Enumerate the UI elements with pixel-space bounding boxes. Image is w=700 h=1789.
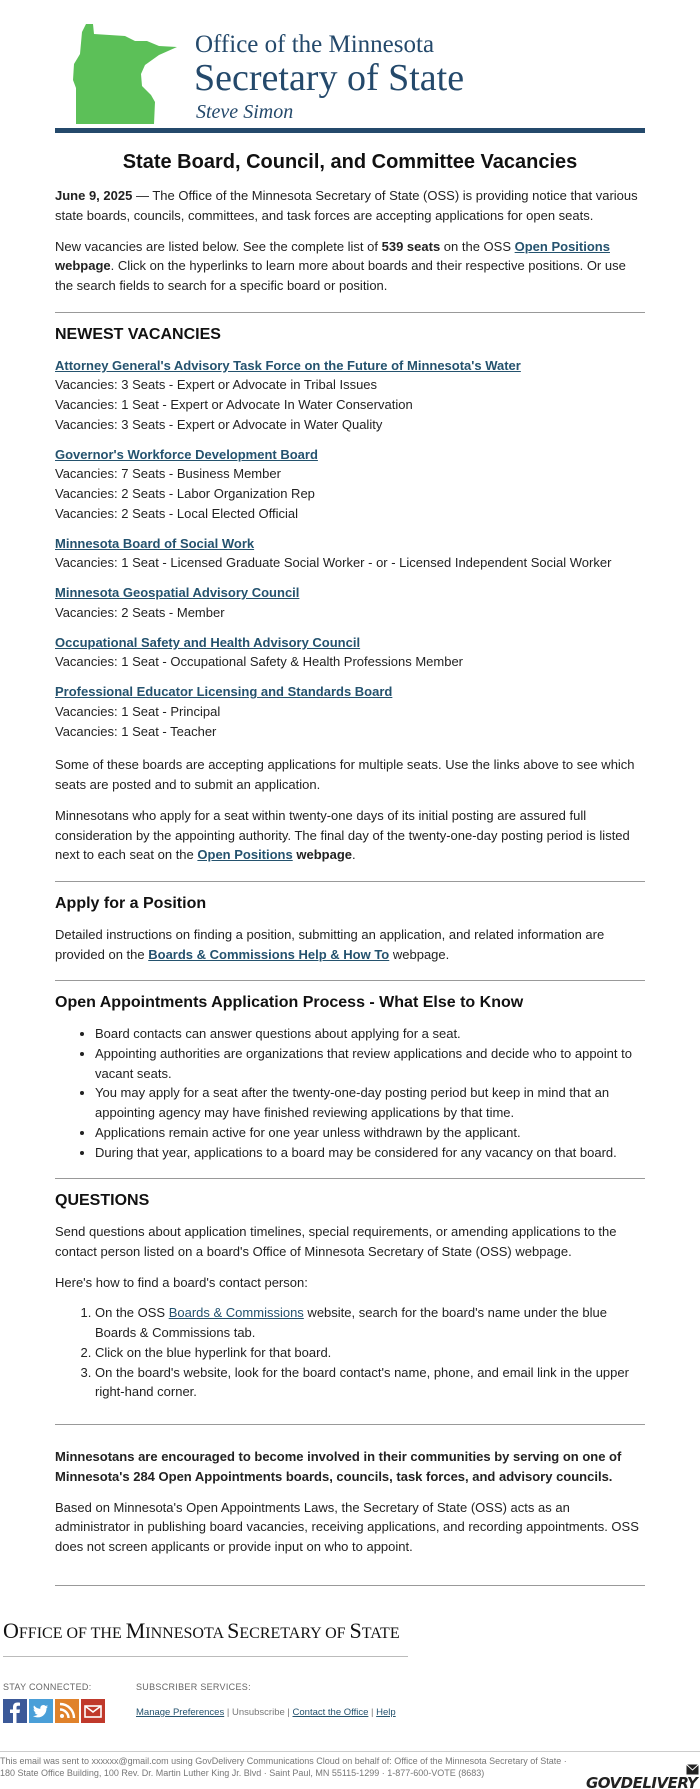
open-positions-link[interactable]: Open Positions: [514, 238, 610, 254]
header-rule: [55, 128, 645, 133]
apply-heading: Apply for a Position: [55, 895, 207, 913]
minnesota-map-logo: [73, 24, 179, 124]
contact-office-link[interactable]: Contact the Office: [292, 1707, 369, 1718]
twitter-icon[interactable]: [29, 1699, 53, 1723]
board-entry: [55, 583, 645, 623]
intro-paragraph: [55, 186, 645, 226]
divider: [55, 312, 645, 313]
board-link[interactable]: Minnesota Board of Social Work: [55, 535, 255, 551]
board-entry: [55, 633, 645, 673]
process-list: [95, 1024, 645, 1162]
list-item: • You may apply for a seat after the twenty-one-day posting period but keep in mind that an appointing agency may have finished reviewing applications by that time.: [95, 1083, 645, 1123]
separator: |: [224, 1707, 232, 1718]
intro-text: — The Office of the Minnesota Secretary of State (OSS) is providing notice that various state boards, councils, committees, and task forces are accepting applications for open seats.: [55, 188, 638, 223]
vacancy-line: Vacancies: 1 Seat - Licensed Graduate Social Worker - or - Licensed Independent Social Worker: [55, 555, 612, 571]
secretary-name: Steve Simon: [196, 101, 294, 123]
help-link[interactable]: Help: [376, 1707, 396, 1718]
board-link[interactable]: Governor's Workforce Development Board: [55, 446, 318, 462]
divider: [55, 1424, 645, 1425]
footer-title-part: TATE: [361, 1625, 400, 1642]
footer-title-part: O: [3, 1618, 19, 1643]
footer-rule: [3, 1656, 408, 1657]
board-link[interactable]: Minnesota Geospatial Advisory Council: [55, 585, 300, 601]
open-appointments-paragraph: Based on Minnesota's Open Appointments Laws, the Secretary of State (OSS) acts as an administrator in publishing board vacancies, receiving applications, and recording appointments. OSS does not screen applicants or provide input on who to appoint.: [55, 1499, 639, 1555]
subscriber-services-label: SUBSCRIBER SERVICES:: [136, 1682, 251, 1692]
list-item: • During that year, applications to a board may be considered for any vacancy on that board.: [95, 1143, 645, 1163]
intro2-text: . Click on the hyperlinks to learn more about boards and their respective positions. Or use the search fields to search for a specific board or position.: [55, 258, 626, 293]
divider: [55, 980, 645, 981]
header: [55, 0, 645, 134]
apply-text: webpage.: [389, 946, 450, 962]
webpage-word: webpage: [55, 258, 111, 274]
govdelivery-logo: GOVDELIVERY: [586, 1774, 698, 1789]
list-item: • Applications remain active for one year unless withdrawn by the applicant.: [95, 1123, 645, 1143]
divider: [55, 881, 645, 882]
vacancy-line: Vacancies: 1 Seat - Occupational Safety & Health Professions Member: [55, 654, 464, 670]
email-body: [55, 0, 645, 1598]
list-item: [95, 1303, 645, 1343]
rss-icon[interactable]: [55, 1699, 79, 1723]
apply-paragraph: [55, 925, 645, 965]
notice-date: June 9, 2025: [55, 188, 133, 203]
footer-title: [3, 1620, 400, 1642]
footer-title-part: S: [349, 1618, 362, 1643]
facebook-icon[interactable]: [3, 1699, 27, 1723]
encouragement-paragraph: Minnesotans are encouraged to become involved in their communities by serving on one of Minnesota's 284 Open Appointments boards, councils, task forces, and advisory councils.: [55, 1449, 622, 1484]
email-icon[interactable]: [81, 1699, 105, 1723]
office-line: Office of the Minnesota: [195, 31, 435, 58]
separator: |: [368, 1707, 377, 1718]
list-item: 3. On the board's website, look for the board contact's name, phone, and email link in the upper right-hand corner.: [95, 1363, 645, 1403]
newest-vacancies-heading: NEWEST VACANCIES: [55, 325, 221, 343]
open-positions-link-2[interactable]: Open Positions: [197, 847, 293, 863]
footer-title-part: ECRETARY OF: [239, 1625, 350, 1642]
footer-title-part: FFICE OF THE: [18, 1625, 126, 1642]
vacancy-line: Vacancies: 1 Seat - Expert or Advocate In Water Conservation: [55, 397, 413, 413]
footer-title-part: M: [125, 1618, 146, 1643]
board-link[interactable]: Attorney General's Advisory Task Force on the Future of Minnesota's Water: [55, 357, 521, 373]
multiple-seats-note: Some of these boards are accepting applications for multiple seats. Use the links above to see which seats are posted and to submit an application.: [55, 757, 635, 793]
note-text: .: [351, 847, 356, 863]
unsubscribe-link[interactable]: Unsubscribe: [231, 1707, 285, 1718]
vacancy-line: Vacancies: 2 Seats - Local Elected Official: [55, 505, 299, 521]
process-heading: Open Appointments Application Process - What Else to Know: [55, 994, 524, 1012]
divider: [55, 1585, 645, 1586]
subscriber-links: [136, 1706, 396, 1720]
vacancy-line: Vacancies: 3 Seats - Expert or Advocate in Water Quality: [55, 416, 383, 432]
apply-text: Detailed instructions on finding a position, submitting an application, and related information are provided on the: [55, 926, 605, 962]
board-link[interactable]: Occupational Safety and Health Advisory Council: [55, 634, 361, 650]
contact-steps: [95, 1303, 645, 1402]
bottom-rule: [0, 1751, 700, 1752]
footer-title-part: INNESOTA: [145, 1625, 228, 1642]
list-item: 2. Click on the blue hyperlink for that board.: [95, 1343, 645, 1363]
vacancy-line: Vacancies: 2 Seats - Labor Organization Rep: [55, 486, 315, 502]
questions-paragraph: Send questions about application timelines, special requirements, or amending applications to the contact person listed on a board's Office of Minnesota Secretary of State (OSS) webpage.: [55, 1224, 617, 1259]
vacancy-line: Vacancies: 1 Seat - Principal: [55, 703, 221, 719]
board-entry: [55, 356, 645, 435]
list-item: • Appointing authorities are organizations that review applications and decide who to appoint to vacant seats.: [95, 1044, 645, 1084]
footer-title-part: S: [227, 1618, 240, 1643]
webpage-word: webpage: [296, 847, 352, 863]
contact-intro: Here's how to find a board's contact person:: [55, 1274, 308, 1290]
vacancy-line: Vacancies: 3 Seats - Expert or Advocate in Tribal Issues: [55, 377, 378, 393]
vacancy-line: Vacancies: 1 Seat - Teacher: [55, 723, 217, 739]
list-item: • Board contacts can answer questions about applying for a seat.: [95, 1024, 645, 1044]
vacancy-line: Vacancies: 7 Seats - Business Member: [55, 466, 281, 482]
step-text: website, search for the board's name under the blue Boards & Commissions tab.: [95, 1305, 607, 1341]
divider: [55, 1178, 645, 1179]
intro2-text: New vacancies are listed below. See the complete list of: [55, 238, 382, 254]
step-text: On the OSS: [95, 1305, 169, 1321]
page-title: State Board, Council, and Committee Vacancies: [122, 151, 578, 173]
board-link[interactable]: Professional Educator Licensing and Standards Board: [55, 684, 393, 700]
manage-preferences-link[interactable]: Manage Preferences: [136, 1707, 225, 1718]
help-how-to-link[interactable]: Boards & Commissions Help & How To: [148, 946, 390, 962]
board-entry: [55, 682, 645, 741]
consideration-note: [55, 806, 645, 865]
board-entry: [55, 534, 645, 574]
intro-paragraph-2: [55, 237, 645, 296]
note-text: Minnesotans who apply for a seat within twenty-one days of its initial posting are assured full consideration by the appointing authority. The final day of the twenty-one-day posting period is listed next to each seat on the: [55, 807, 630, 863]
separator: |: [284, 1707, 293, 1718]
boards-commissions-link[interactable]: Boards & Commissions: [168, 1305, 304, 1321]
board-entry: [55, 445, 645, 524]
seat-count: 539 seats: [381, 238, 441, 254]
intro2-text: on the OSS: [440, 238, 515, 254]
stay-connected-label: STAY CONNECTED:: [3, 1682, 92, 1692]
social-icons: [3, 1699, 105, 1723]
questions-heading: QUESTIONS: [55, 1192, 150, 1210]
secretary-of-state-line: Secretary of State: [194, 57, 465, 99]
vacancy-line: Vacancies: 2 Seats - Member: [55, 604, 225, 620]
fine-print: This email was sent to xxxxxx@gmail.com using GovDelivery Communications Cloud on behalf of: Office of the Minnesota Secretary of State · 180 State Office Building, 100 Rev. Dr. Martin Luther King Jr. Blvd · Saint Paul, MN 55115-1299 · 1-877-600-VOTE (8683): [0, 1756, 567, 1779]
